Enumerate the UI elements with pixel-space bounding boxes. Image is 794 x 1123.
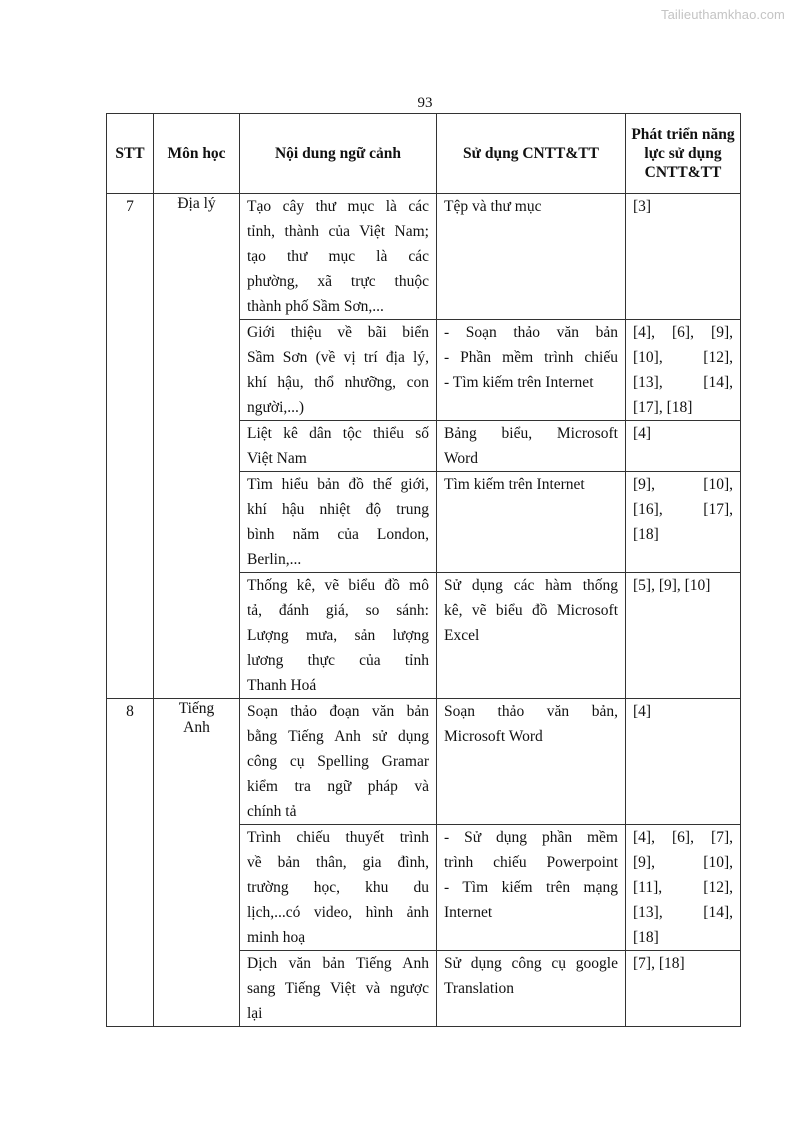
- cell-line: Berlin,...: [247, 551, 302, 568]
- cell-line: trường học, khu du: [247, 879, 429, 896]
- cell-line: lịch,...có video, hình ảnh: [247, 904, 429, 921]
- cell-line: Dịch văn bản Tiếng Anh: [247, 955, 429, 972]
- cell-line: [4]: [633, 703, 652, 720]
- tech-cell: [437, 699, 626, 825]
- content-cell: [240, 320, 437, 421]
- cell-line: Sầm Sơn (về vị trí địa lý,: [247, 349, 429, 366]
- cell-line: Tìm kiếm trên Internet: [444, 476, 585, 493]
- cell-line: [18]: [633, 526, 659, 543]
- cell-line: [13], [14],: [633, 374, 733, 391]
- cell-line: Liệt kê dân tộc thiểu số: [247, 425, 429, 442]
- subject-line: Anh: [183, 719, 210, 736]
- cell-line: [4], [6], [9],: [633, 324, 733, 341]
- cell-line: Soạn thảo đoạn văn bản: [247, 703, 429, 720]
- table-body: [107, 194, 741, 1027]
- cell-line: khí hậu, thổ nhưỡng, con: [247, 374, 429, 391]
- subject-cell: [154, 194, 240, 699]
- cell-line: tỉnh, thành của Việt Nam;: [247, 223, 429, 240]
- cell-line: Excel: [444, 627, 480, 644]
- cell-line: Sử dụng công cụ google: [444, 955, 618, 972]
- cell-line: [9], [10],: [633, 476, 733, 493]
- cell-line: bình năm của London,: [247, 526, 429, 543]
- cell-line: Giới thiệu về bãi biển: [247, 324, 429, 341]
- cell-line: Microsoft Word: [444, 728, 543, 745]
- cell-line: Word: [444, 450, 479, 467]
- cell-line: minh hoạ: [247, 929, 306, 946]
- cell-line: khí hậu nhiệt độ trung: [247, 501, 429, 518]
- tech-cell: [437, 421, 626, 472]
- cell-line: - Tìm kiếm trên mạng: [444, 879, 618, 896]
- cell-line: [9], [10],: [633, 854, 733, 871]
- subject-line: Địa lý: [177, 195, 216, 212]
- header-subject: Môn học: [154, 114, 240, 194]
- cell-line: Soạn thảo văn bản,: [444, 703, 618, 720]
- cell-line: kiểm tra ngữ pháp và: [247, 778, 429, 795]
- watermark: Tailieuthamkhao.com: [660, 7, 785, 22]
- content-cell: [240, 421, 437, 472]
- cell-line: Tệp và thư mục: [444, 198, 542, 215]
- cell-line: [4]: [633, 425, 652, 442]
- header-dev: Phát triển năng lực sử dụng CNTT&TT: [626, 114, 741, 194]
- content-cell: [240, 825, 437, 951]
- cell-line: Translation: [444, 980, 515, 997]
- table-row: [107, 194, 741, 320]
- cell-line: [4], [6], [7],: [633, 829, 733, 846]
- tech-cell: [437, 951, 626, 1027]
- dev-cell: [626, 320, 741, 421]
- tech-cell: [437, 573, 626, 699]
- cell-line: thành phố Sầm Sơn,...: [247, 298, 384, 315]
- content-cell: [240, 699, 437, 825]
- content-cell: [240, 472, 437, 573]
- dev-cell: [626, 699, 741, 825]
- content-cell: [240, 194, 437, 320]
- table-row: [107, 699, 741, 825]
- cell-line: Internet: [444, 904, 493, 921]
- cell-line: - Tìm kiếm trên Internet: [444, 374, 594, 391]
- cell-line: Sử dụng các hàm thống: [444, 577, 618, 594]
- cell-line: phường, xã trực thuộc: [247, 273, 429, 290]
- cell-line: [3]: [633, 198, 652, 215]
- header-content: Nội dung ngữ cảnh: [240, 114, 437, 194]
- cell-line: công cụ Spelling Gramar: [247, 753, 429, 770]
- dev-cell: [626, 421, 741, 472]
- cell-line: trình chiếu Powerpoint: [444, 854, 618, 871]
- cell-line: [7], [18]: [633, 955, 685, 972]
- stt-cell: 7: [107, 194, 154, 699]
- tech-cell: [437, 194, 626, 320]
- header-tech: Sử dụng CNTT&TT: [437, 114, 626, 194]
- tech-cell: [437, 825, 626, 951]
- cell-line: Lượng mưa, sản lượng: [247, 627, 429, 644]
- cell-line: [16], [17],: [633, 501, 733, 518]
- cell-line: tả, đánh giá, so sánh:: [247, 602, 429, 619]
- cell-line: sang Tiếng Việt và ngược: [247, 980, 429, 997]
- tech-cell: [437, 320, 626, 421]
- cell-line: [18]: [633, 929, 659, 946]
- subject-line: Tiếng: [178, 700, 215, 717]
- cell-line: tạo thư mục là các: [247, 248, 429, 265]
- cell-line: [13], [14],: [633, 904, 733, 921]
- cell-line: Trình chiếu thuyết trình: [247, 829, 429, 846]
- cell-line: - Phần mềm trình chiếu: [444, 349, 618, 366]
- cell-line: bằng Tiếng Anh sử dụng: [247, 728, 429, 745]
- cell-line: Thống kê, vẽ biểu đồ mô: [247, 577, 429, 594]
- dev-cell: [626, 825, 741, 951]
- subject-ict-table: [106, 113, 741, 1027]
- dev-cell: [626, 194, 741, 320]
- cell-line: người,...): [247, 399, 305, 416]
- cell-line: kê, vẽ biểu đồ Microsoft: [444, 602, 618, 619]
- cell-line: chính tả: [247, 803, 297, 820]
- cell-line: Thanh Hoá: [247, 677, 317, 694]
- cell-line: lại: [247, 1005, 263, 1022]
- dev-cell: [626, 573, 741, 699]
- content-cell: [240, 573, 437, 699]
- tech-cell: [437, 472, 626, 573]
- cell-line: Tạo cây thư mục là các: [247, 198, 429, 215]
- table-header-row: [107, 114, 741, 194]
- cell-line: về bản thân, gia đình,: [247, 854, 429, 871]
- cell-line: Việt Nam: [247, 450, 307, 467]
- cell-line: - Sử dụng phần mềm: [444, 829, 618, 846]
- page-number: 93: [417, 95, 433, 111]
- dev-cell: [626, 951, 741, 1027]
- stt-cell: 8: [107, 699, 154, 1027]
- cell-line: - Soạn thảo văn bản: [444, 324, 618, 341]
- cell-line: [11], [12],: [633, 879, 733, 896]
- content-cell: [240, 951, 437, 1027]
- cell-line: lương thực của tỉnh: [247, 652, 429, 669]
- header-stt: STT: [107, 114, 154, 194]
- dev-cell: [626, 472, 741, 573]
- cell-line: [5], [9], [10]: [633, 577, 711, 594]
- subject-cell: [154, 699, 240, 1027]
- cell-line: [17], [18]: [633, 399, 693, 416]
- cell-line: Tìm hiểu bản đồ thế giới,: [247, 476, 429, 493]
- cell-line: [10], [12],: [633, 349, 733, 366]
- cell-line: Bảng biểu, Microsoft: [444, 425, 618, 442]
